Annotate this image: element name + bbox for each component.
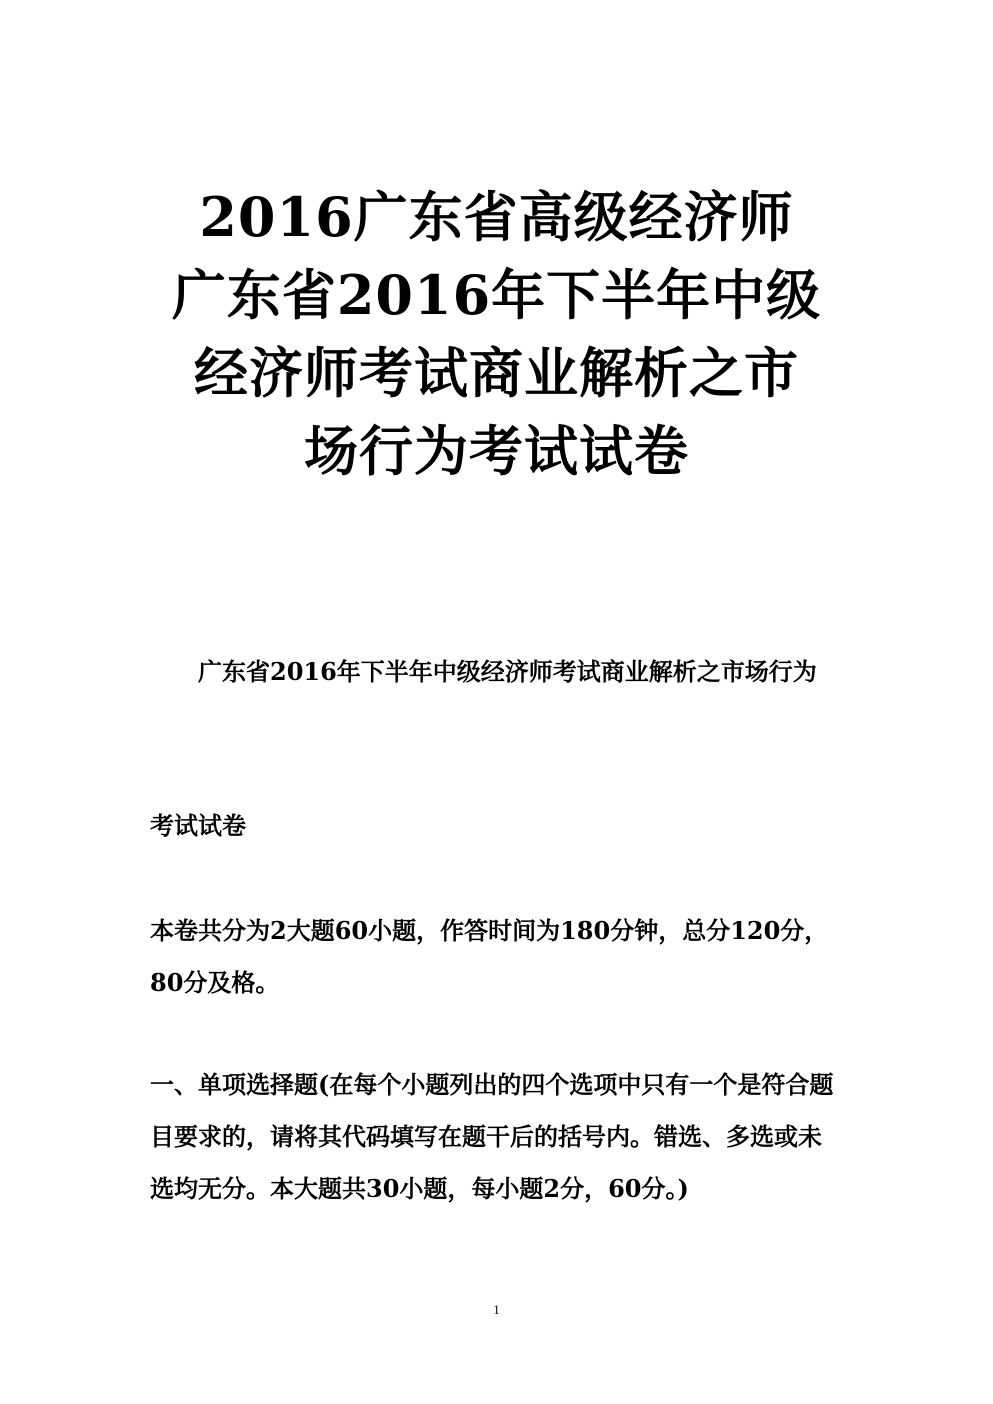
subtitle-paragraph: 广东省2016年下半年中级经济师考试商业解析之市场行为: [198, 657, 817, 686]
section-one-instructions: 一、单项选择题(在每个小题列出的四个选项中只有一个是符合题目要求的，请将其代码填写在题干后的括号内。错选、多选或未选均无分。本大题共30小题，每小题2分，60分。): [150, 1070, 834, 1203]
document-title: [100, 178, 893, 490]
exam-info-paragraph: 本卷共分为2大题60小题，作答时间为180分钟，总分120分，80分及格。: [150, 916, 829, 997]
title-line-2: 广东省2016年下半年中级: [171, 263, 822, 327]
page-number: 1: [493, 1302, 500, 1317]
title-line-1: 2016广东省高级经济师: [199, 185, 794, 249]
exam-label: 考试试卷: [150, 811, 246, 840]
title-line-4: 场行为考试试卷: [304, 419, 689, 483]
title-line-3: 经济师考试商业解析之市: [194, 341, 799, 405]
